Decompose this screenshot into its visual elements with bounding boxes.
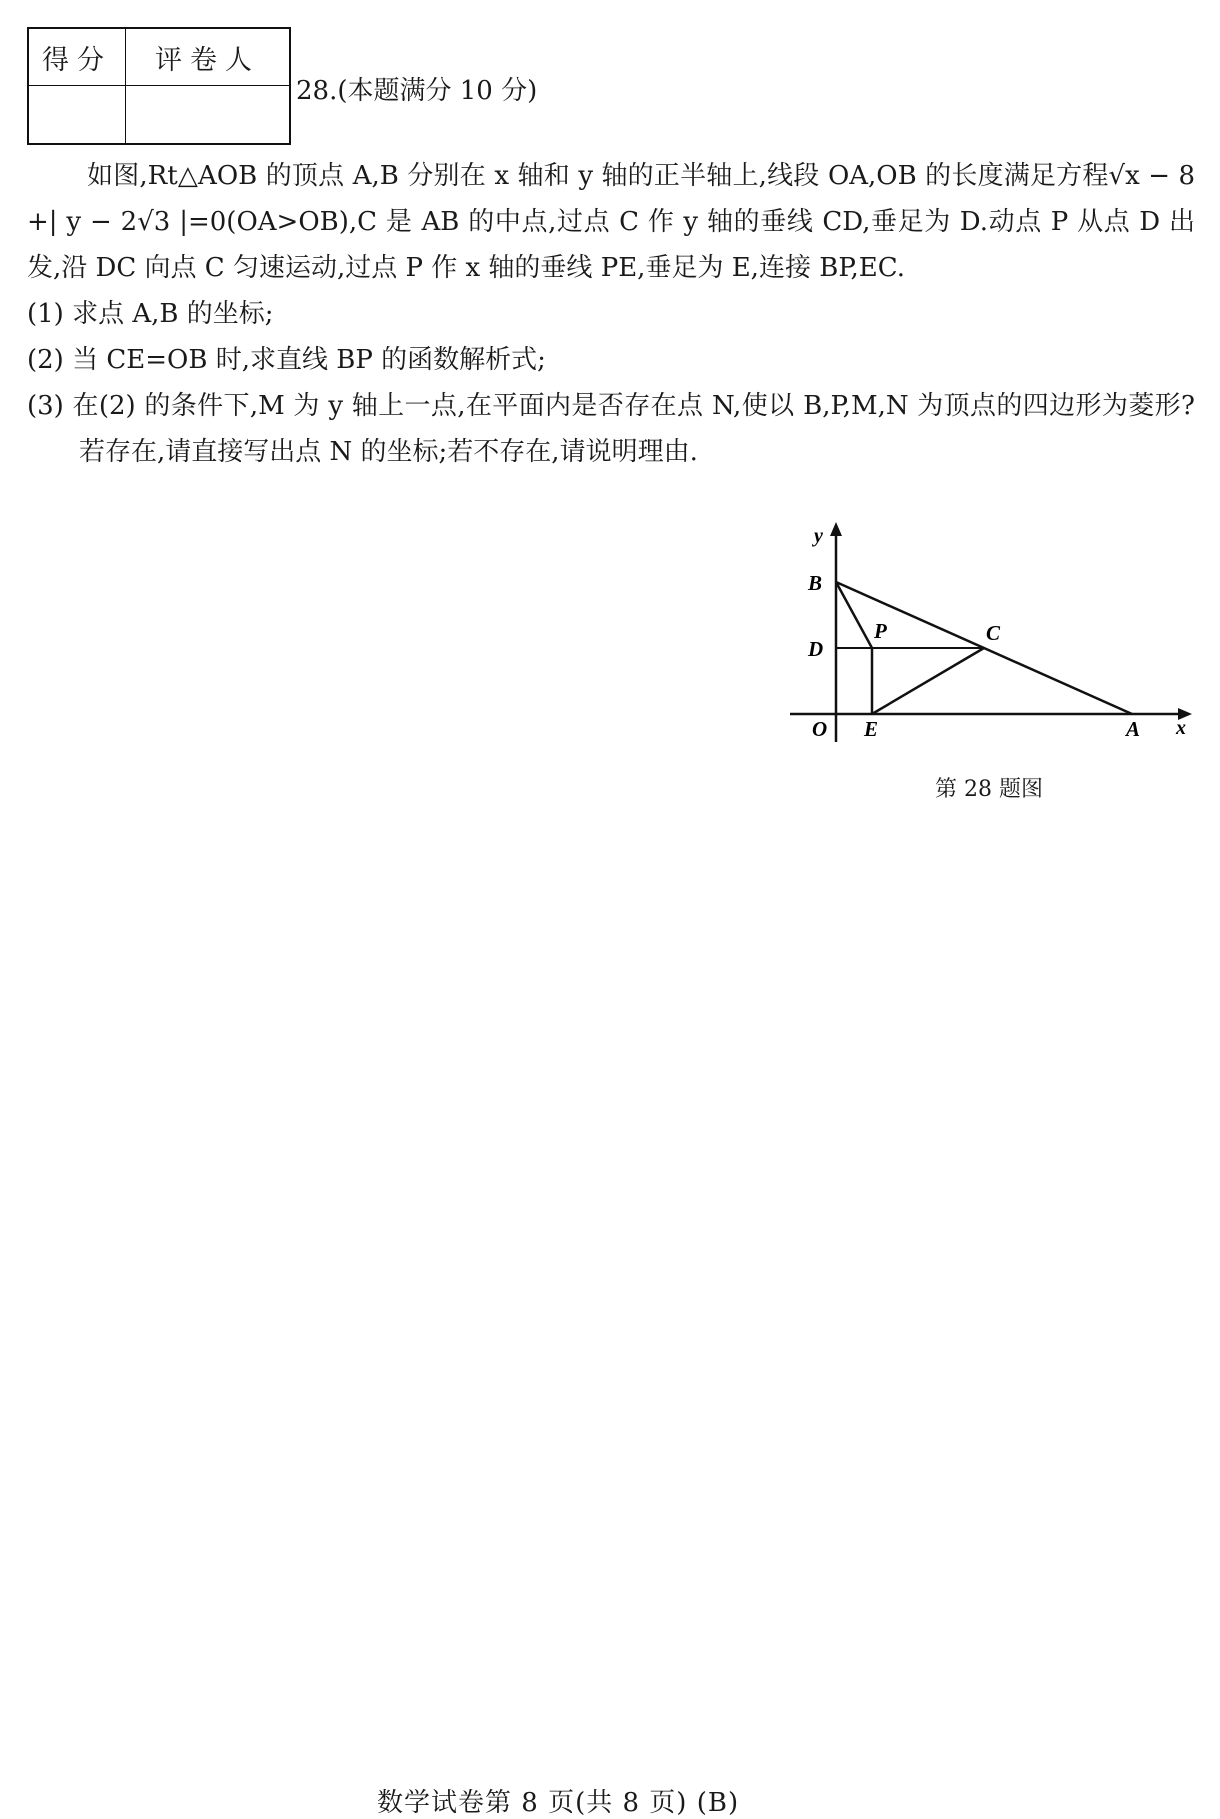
sub-question-2: (2) 当 CE=OB 时,求直线 BP 的函数解析式; [27,345,546,375]
score-table [27,27,291,145]
sub-question-3: (3) 在(2) 的条件下,M 为 y 轴上一点,在平面内是否存在点 N,使以 B,P,M,N 为顶点的四边形为菱形?若存在,请直接写出点 N 的坐标;若不存在,请说明理由. [27,391,1195,467]
label-D: D [808,637,824,661]
label-B: B [808,571,823,595]
sub-question-1: (1) 求点 A,B 的坐标; [27,299,274,329]
page-footer: 数学试卷第 8 页(共 8 页) (B) [377,1788,740,1818]
label-A: A [1126,717,1141,741]
geometry-figure [780,520,1200,760]
score-header: 得分 [28,28,126,86]
question-title: 28.(本题满分 10 分) [296,76,538,106]
segment-BP [836,582,872,648]
label-P: P [874,619,887,643]
label-C: C [986,621,1001,645]
figure-caption: 第 28 题图 [935,777,1043,802]
segment-EC [872,648,984,714]
grader-header: 评卷人 [126,28,291,86]
grader-cell [126,86,291,145]
label-O: O [812,717,828,741]
y-axis-arrow [830,522,842,536]
problem-statement: 如图,Rt△AOB 的顶点 A,B 分别在 x 轴和 y 轴的正半轴上,线段 OA,OB 的长度满足方程√x − 8 +| y − 2√3 |=0(OA>OB),C 是 AB 的中点,过点 C 作 y 轴的垂线 CD,垂足为 D.动点 P 从点 D 出发,沿 DC 向点 C 匀速运动,过点 P 作 x 轴的垂线 PE,垂足为 E,连接 BP,EC. [27,161,1195,283]
label-E: E [864,717,879,741]
label-y: y [814,525,823,547]
score-cell [28,86,126,145]
problem-text [27,153,1195,475]
label-x: x [1176,717,1186,739]
figure-svg [780,520,1200,760]
